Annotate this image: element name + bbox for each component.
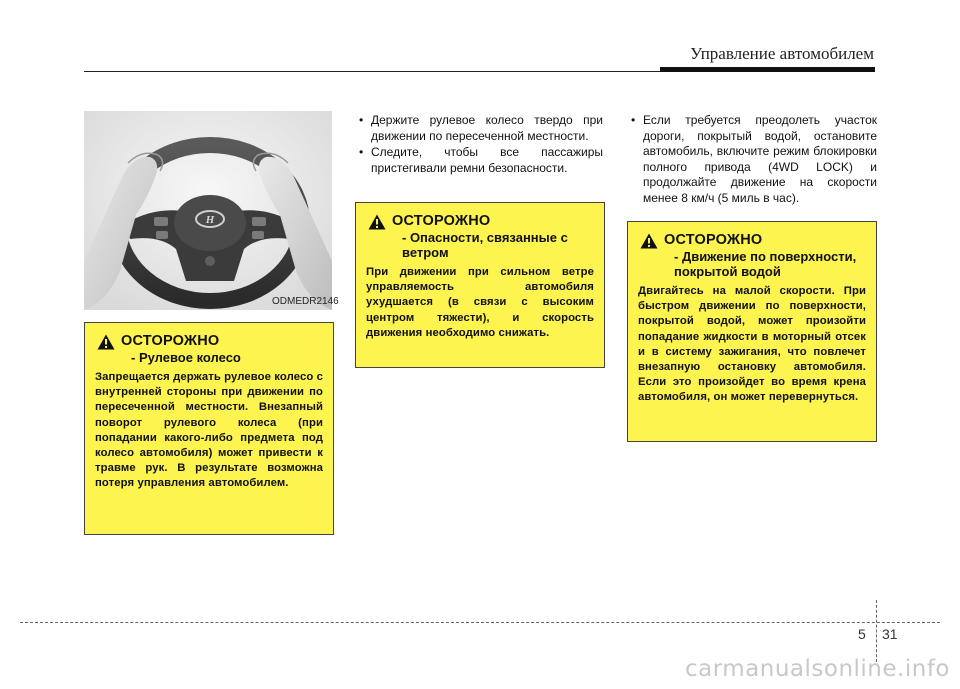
section-header-title: Управление автомобилем bbox=[690, 44, 874, 63]
warning-subtitle: - Движение по поверхности, покрытой водой bbox=[674, 249, 857, 279]
warning-title: ОСТОРОЖНО bbox=[392, 213, 491, 229]
list-item: • Держите рулевое колесо твердо при движении по пересеченной местности. bbox=[355, 113, 603, 144]
page-number: 31 bbox=[882, 626, 898, 642]
warning-body: При движении при сильном ветре управляемость автомобиля ухудшается (в связи с высоким центром тяжести), и скорость движения необходимо снижать. bbox=[366, 266, 594, 339]
steering-wheel-photo bbox=[84, 111, 332, 310]
warning-title: ОСТОРОЖНО bbox=[121, 333, 220, 349]
list-item: • Если требуется преодолеть участок дороги, покрытый водой, остановите автомобиль, включите режим блокировки полного привода (4WD LOCK) и продолжайте движение на скорости менее 8 км/ч (5 миль в час). bbox=[627, 113, 877, 206]
warning-subtitle: - Опасности, связанные с ветром bbox=[402, 230, 568, 260]
watermark: carmanualsonline.info bbox=[684, 656, 950, 682]
chapter-number: 5 bbox=[858, 626, 866, 642]
warning-box-water bbox=[627, 221, 877, 442]
warning-triangle-icon bbox=[640, 233, 658, 249]
warning-triangle-icon bbox=[368, 214, 386, 230]
bullet-list-driving-tips bbox=[355, 113, 603, 177]
bullet-list-water-crossing bbox=[627, 113, 877, 207]
page-number-divider bbox=[876, 600, 877, 662]
warning-title: ОСТОРОЖНО bbox=[664, 232, 763, 248]
warning-body: Запрещается держать рулевое колесо с внутренней стороны при движении по пересеченной местности. Внезапный поворот рулевого колеса (при попадании какого-либо предмета под колесо автомобиля) может привести к травме рук. В результате возможна потеря управления автомобилем. bbox=[95, 371, 323, 490]
footer-divider bbox=[20, 622, 940, 623]
warning-triangle-icon bbox=[97, 334, 115, 350]
header-rule-accent bbox=[660, 67, 875, 72]
warning-body: Двигайтесь на малой скорости. При быстром движении по поверхности, покрытой водой, может произойти попадание жидкости в моторный отсек и в систему зажигания, что повлечет внезапную остановку автомобиля. Если это произойдет во время крена автомобиля, он может перевернуться. bbox=[638, 285, 866, 404]
warning-subtitle: - Рулевое колесо bbox=[131, 350, 241, 365]
wheel-badge: H bbox=[205, 214, 215, 226]
figure-caption: ODMEDR2146 bbox=[272, 296, 339, 307]
warning-box-steering-wheel bbox=[84, 322, 334, 535]
warning-box-wind bbox=[355, 202, 605, 368]
list-item: • Следите, чтобы все пассажиры пристегивали ремни безопасности. bbox=[355, 145, 603, 176]
